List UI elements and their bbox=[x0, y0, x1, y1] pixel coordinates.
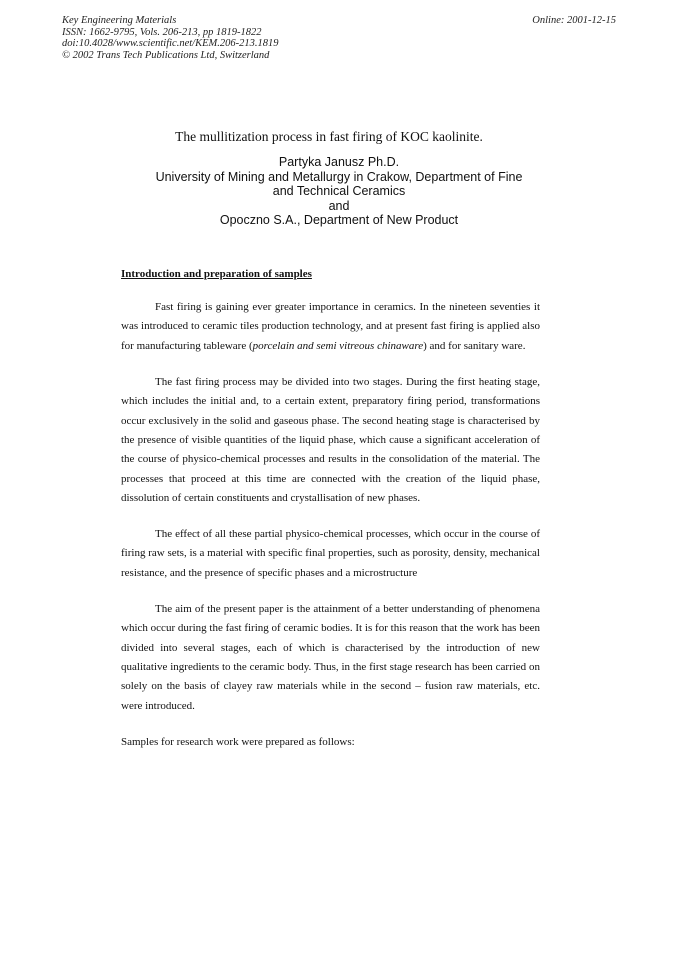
affiliation-conjunction: and bbox=[328, 198, 350, 213]
body-text bbox=[121, 298, 540, 769]
paragraph-1-text-b: ) and for sanitary ware. bbox=[423, 339, 526, 352]
journal-name: Key Engineering Materials bbox=[62, 15, 177, 26]
affiliation-1-line-1: University of Mining and Metallurgy in Crakow, Department of Fine bbox=[155, 169, 523, 184]
paragraph-1-italic: porcelain and semi vitreous chinaware bbox=[252, 339, 424, 352]
affiliation-1-line-2: and Technical Ceramics bbox=[272, 184, 406, 198]
issn-line: ISSN: 1662-9795, Vols. 206-213, pp 1819-1822 bbox=[62, 26, 262, 38]
journal-header bbox=[62, 15, 279, 61]
affiliation-2: Opoczno S.A., Department of New Product bbox=[219, 213, 459, 227]
section-heading: Introduction and preparation of samples bbox=[121, 268, 312, 280]
paragraph-2: The fast firing process may be divided into two stages. During the first heating stage, which includes the initial and, to a certain extent, preparatory firing period, transformations occur exclusively in the solid and gaseous phase. The second heating stage is characterised by the presence of visible quantities of the liquid phase, which cause a significant acceleration of the course of physico-chemical processes and results in the consolidation of the material. The processes that proceed at this time are connected with the creation of the liquid phase, dissolution of certain constituents and crystallisation of new phases. bbox=[121, 375, 540, 505]
paragraph-1-text-a: Fast firing is gaining ever greater importance in ceramics. In the nineteen seventies it was introduced to ceramic tiles production technology, and at present fast firing is applied also for manufacturing tableware ( bbox=[121, 301, 540, 352]
paragraph-3: The effect of all these partial physico-chemical processes, which occur in the course of firing raw sets, is a material with specific final properties, such as porosity, density, mechanical resistance, and the presence of specific phases and a microstructure bbox=[121, 528, 540, 579]
online-date: Online: 2001-12-15 bbox=[532, 15, 616, 26]
author-block bbox=[120, 155, 558, 228]
paragraph-5: Samples for research work were prepared as follows: bbox=[121, 735, 355, 748]
paragraph-1 bbox=[121, 298, 540, 356]
paragraph-4: The aim of the present paper is the attainment of a better understanding of phenomena which occur during the fast firing of ceramic bodies. It is for this reason that the work has been divided into several stages, each of which is characterised by the introduction of new qualitative ingredients to the ceramic body. Thus, in the first stage research has been carried on solely on the basis of clayey raw materials while in the second – fusion raw materials, etc. were introduced. bbox=[121, 602, 540, 712]
copyright-line: © 2002 Trans Tech Publications Ltd, Switzerland bbox=[62, 49, 270, 61]
paper-title: The mullitization process in fast firing of KOC kaolinite. bbox=[175, 129, 483, 144]
author-name: Partyka Janusz Ph.D. bbox=[278, 155, 400, 169]
doi-line: doi:10.4028/www.scientific.net/KEM.206-213.1819 bbox=[62, 38, 279, 49]
